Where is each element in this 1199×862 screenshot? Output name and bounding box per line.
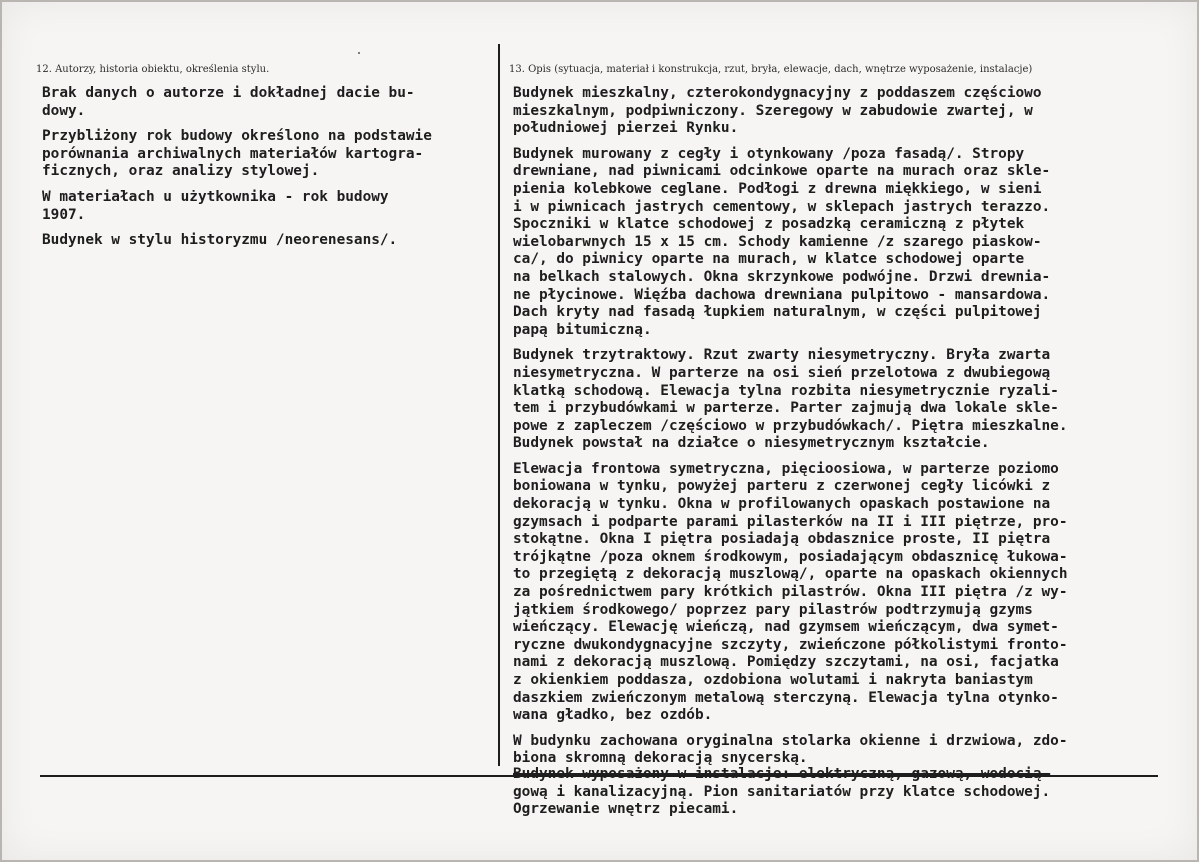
- struck-text-line: Budynek wyposażony w instalacje: elektryczną, gazową, wodocią-: [513, 766, 1051, 782]
- text-line: jątkiem środkowego/ poprzez pary pilastrów podtrzymują gzyms: [513, 601, 1033, 618]
- text-line: za pośrednictwem pary krótkich pilastrów. Okna III piętra /z wy-: [513, 584, 1068, 601]
- text-line: Budynek murowany z cegły i otynkowany /poza fasadą/. Stropy: [513, 145, 1025, 162]
- text-line: gzymsach i podparte parami pilasterków na II i III piętrze, pro-: [513, 513, 1068, 530]
- text-line: ficznych, oraz analizy stylowej.: [42, 163, 320, 180]
- text-line: Dach kryty nad fasadą łupkiem naturalnym, w części pulpitowej: [513, 304, 1042, 321]
- text-line: boniowana w tynku, powyżej parteru z czerwonej cegły licówki z: [513, 478, 1051, 495]
- text-line: mieszkalnym, podpiwniczony. Szeregowy w zabudowie zwartej, w: [513, 102, 1033, 119]
- text-line: Przybliżony rok budowy określono na podstawie: [42, 128, 432, 145]
- text-line: na belkach stalowych. Okna skrzynkowe podwójne. Drzwi drewnia-: [513, 268, 1051, 285]
- text-line: tem i przybudówkami w parterze. Parter zajmują dwa lokale skle-: [513, 400, 1059, 417]
- paragraph-style: [42, 232, 497, 250]
- authors-history-column: [42, 85, 497, 258]
- section-12-header: 12. Autorzy, historia obiektu, określenia stylu.: [36, 64, 270, 75]
- text-line: stokątne. Okna I piętra posiadają obdasznice proste, II piętra: [513, 531, 1051, 548]
- text-line: Brak danych o autorze i dokładnej dacie bu-: [42, 85, 415, 101]
- text-line: Budynek trzytraktowy. Rzut zwarty niesymetryczny. Bryła zwarta: [513, 347, 1051, 364]
- paragraph-authors: [42, 85, 497, 120]
- text-line: papą bitumiczną.: [513, 321, 652, 338]
- paragraph-elevations: [513, 461, 1173, 725]
- installations-paragraph: [513, 766, 1173, 819]
- text-line: z okienkiem poddasza, ozdobiona wolutami i nakryta baniastym: [513, 672, 1033, 688]
- text-line: pienia kolebkowe ceglane. Podłogi z drewna miękkiego, w sieni: [513, 180, 1042, 197]
- text-line: ne płycinowe. Więźba dachowa drewniana pulpitowo - mansardowa.: [513, 286, 1051, 303]
- text-line: drewniane, nad piwnicami odcinkowe oparte na murach oraz skle-: [513, 163, 1051, 180]
- text-line: Budynek mieszkalny, czterokondygnacyjny z poddaszem częściowo: [513, 85, 1042, 101]
- paper-speck: [358, 52, 360, 54]
- text-line: porównania archiwalnych materiałów kartogra-: [42, 145, 424, 162]
- paragraph-plan: [513, 347, 1173, 453]
- section-13-header: 13. Opis (sytuacja, materiał i konstrukcja, rzut, bryła, elewacje, dach, wnętrze wyposażenie, instalacje): [509, 64, 1033, 75]
- text-line: południowej pierzei Rynku.: [513, 120, 739, 137]
- text-line: dekoracją w tynku. Okna w profilowanych opaskach postawione na: [513, 496, 1051, 513]
- text-line: powe z zapleczem /częściowo w przybudówkach/. Piętra mieszkalne.: [513, 417, 1068, 434]
- text-line: i w piwnicach jastrych cementowy, w sklepach jastrych terazzo.: [513, 198, 1051, 215]
- text-line: Ogrzewanie wnętrz piecami.: [513, 801, 739, 818]
- text-line: W budynku zachowana oryginalna stolarka okienne i drzwiowa, zdo-: [513, 732, 1068, 749]
- text-line: wielobarwnych 15 x 15 cm. Schody kamienne /z szarego piaskow-: [513, 233, 1042, 250]
- paragraph-situation: [513, 85, 1173, 138]
- text-line: ca/, do piwnicy oparte na murach, w klatce schodowej oparte: [513, 251, 1025, 268]
- paragraph-joinery: [513, 733, 1173, 768]
- text-line: daszkiem zwieńczonym metalową sterczyną. Elewacja tylna otynko-: [513, 689, 1059, 706]
- text-line: gową i kanalizacyjną. Pion sanitariatów przy klatce schodowej.: [513, 783, 1051, 800]
- text-line: ryczne dwukondygnacyjne szczyty, zwieńczone półkolistymi fronto-: [513, 636, 1068, 653]
- text-line: wieńczący. Elewację wieńczą, nad gzymsem wieńczącym, dwa symet-: [513, 619, 1059, 636]
- text-line: dowy.: [42, 102, 86, 119]
- text-line: to przegiętą z dekoracją muszlową/, oparte na opaskach okiennych: [513, 566, 1068, 583]
- text-line: Budynek powstał na działce o niesymetrycznym kształcie.: [513, 435, 990, 452]
- text-line: W materiałach u użytkownika - rok budowy: [42, 188, 389, 205]
- text-line: klatką schodową. Elewacja tylna rozbita niesymetrycznie ryzali-: [513, 382, 1059, 399]
- text-line: Spoczniki w klatce schodowej z posadzką ceramiczną z płytek: [513, 216, 1025, 233]
- text-line: trójkątne /poza oknem środkowym, posiadającym obdasznicę łukowa-: [513, 548, 1068, 565]
- column-divider: [498, 44, 500, 766]
- text-line: 1907.: [42, 206, 86, 223]
- paragraph-construction: [513, 146, 1173, 340]
- text-line: Budynek w stylu historyzmu /neorenesans/.: [42, 232, 398, 249]
- text-line: Elewacja frontowa symetryczna, pięcioosiowa, w parterze poziomo: [513, 460, 1059, 477]
- description-column: [513, 85, 1173, 776]
- text-line: niesymetryczna. W parterze na osi sień przelotowa z dwubiegową: [513, 364, 1051, 381]
- text-line: biona skromną dekoracją snycerską.: [513, 750, 808, 767]
- paragraph-user-materials: [42, 189, 497, 224]
- text-line: nami z dekoracją muszlową. Pomiędzy szczytami, na osi, facjatka: [513, 654, 1059, 671]
- text-line: wana gładko, bez ozdób.: [513, 707, 713, 724]
- paragraph-dating: [42, 128, 497, 181]
